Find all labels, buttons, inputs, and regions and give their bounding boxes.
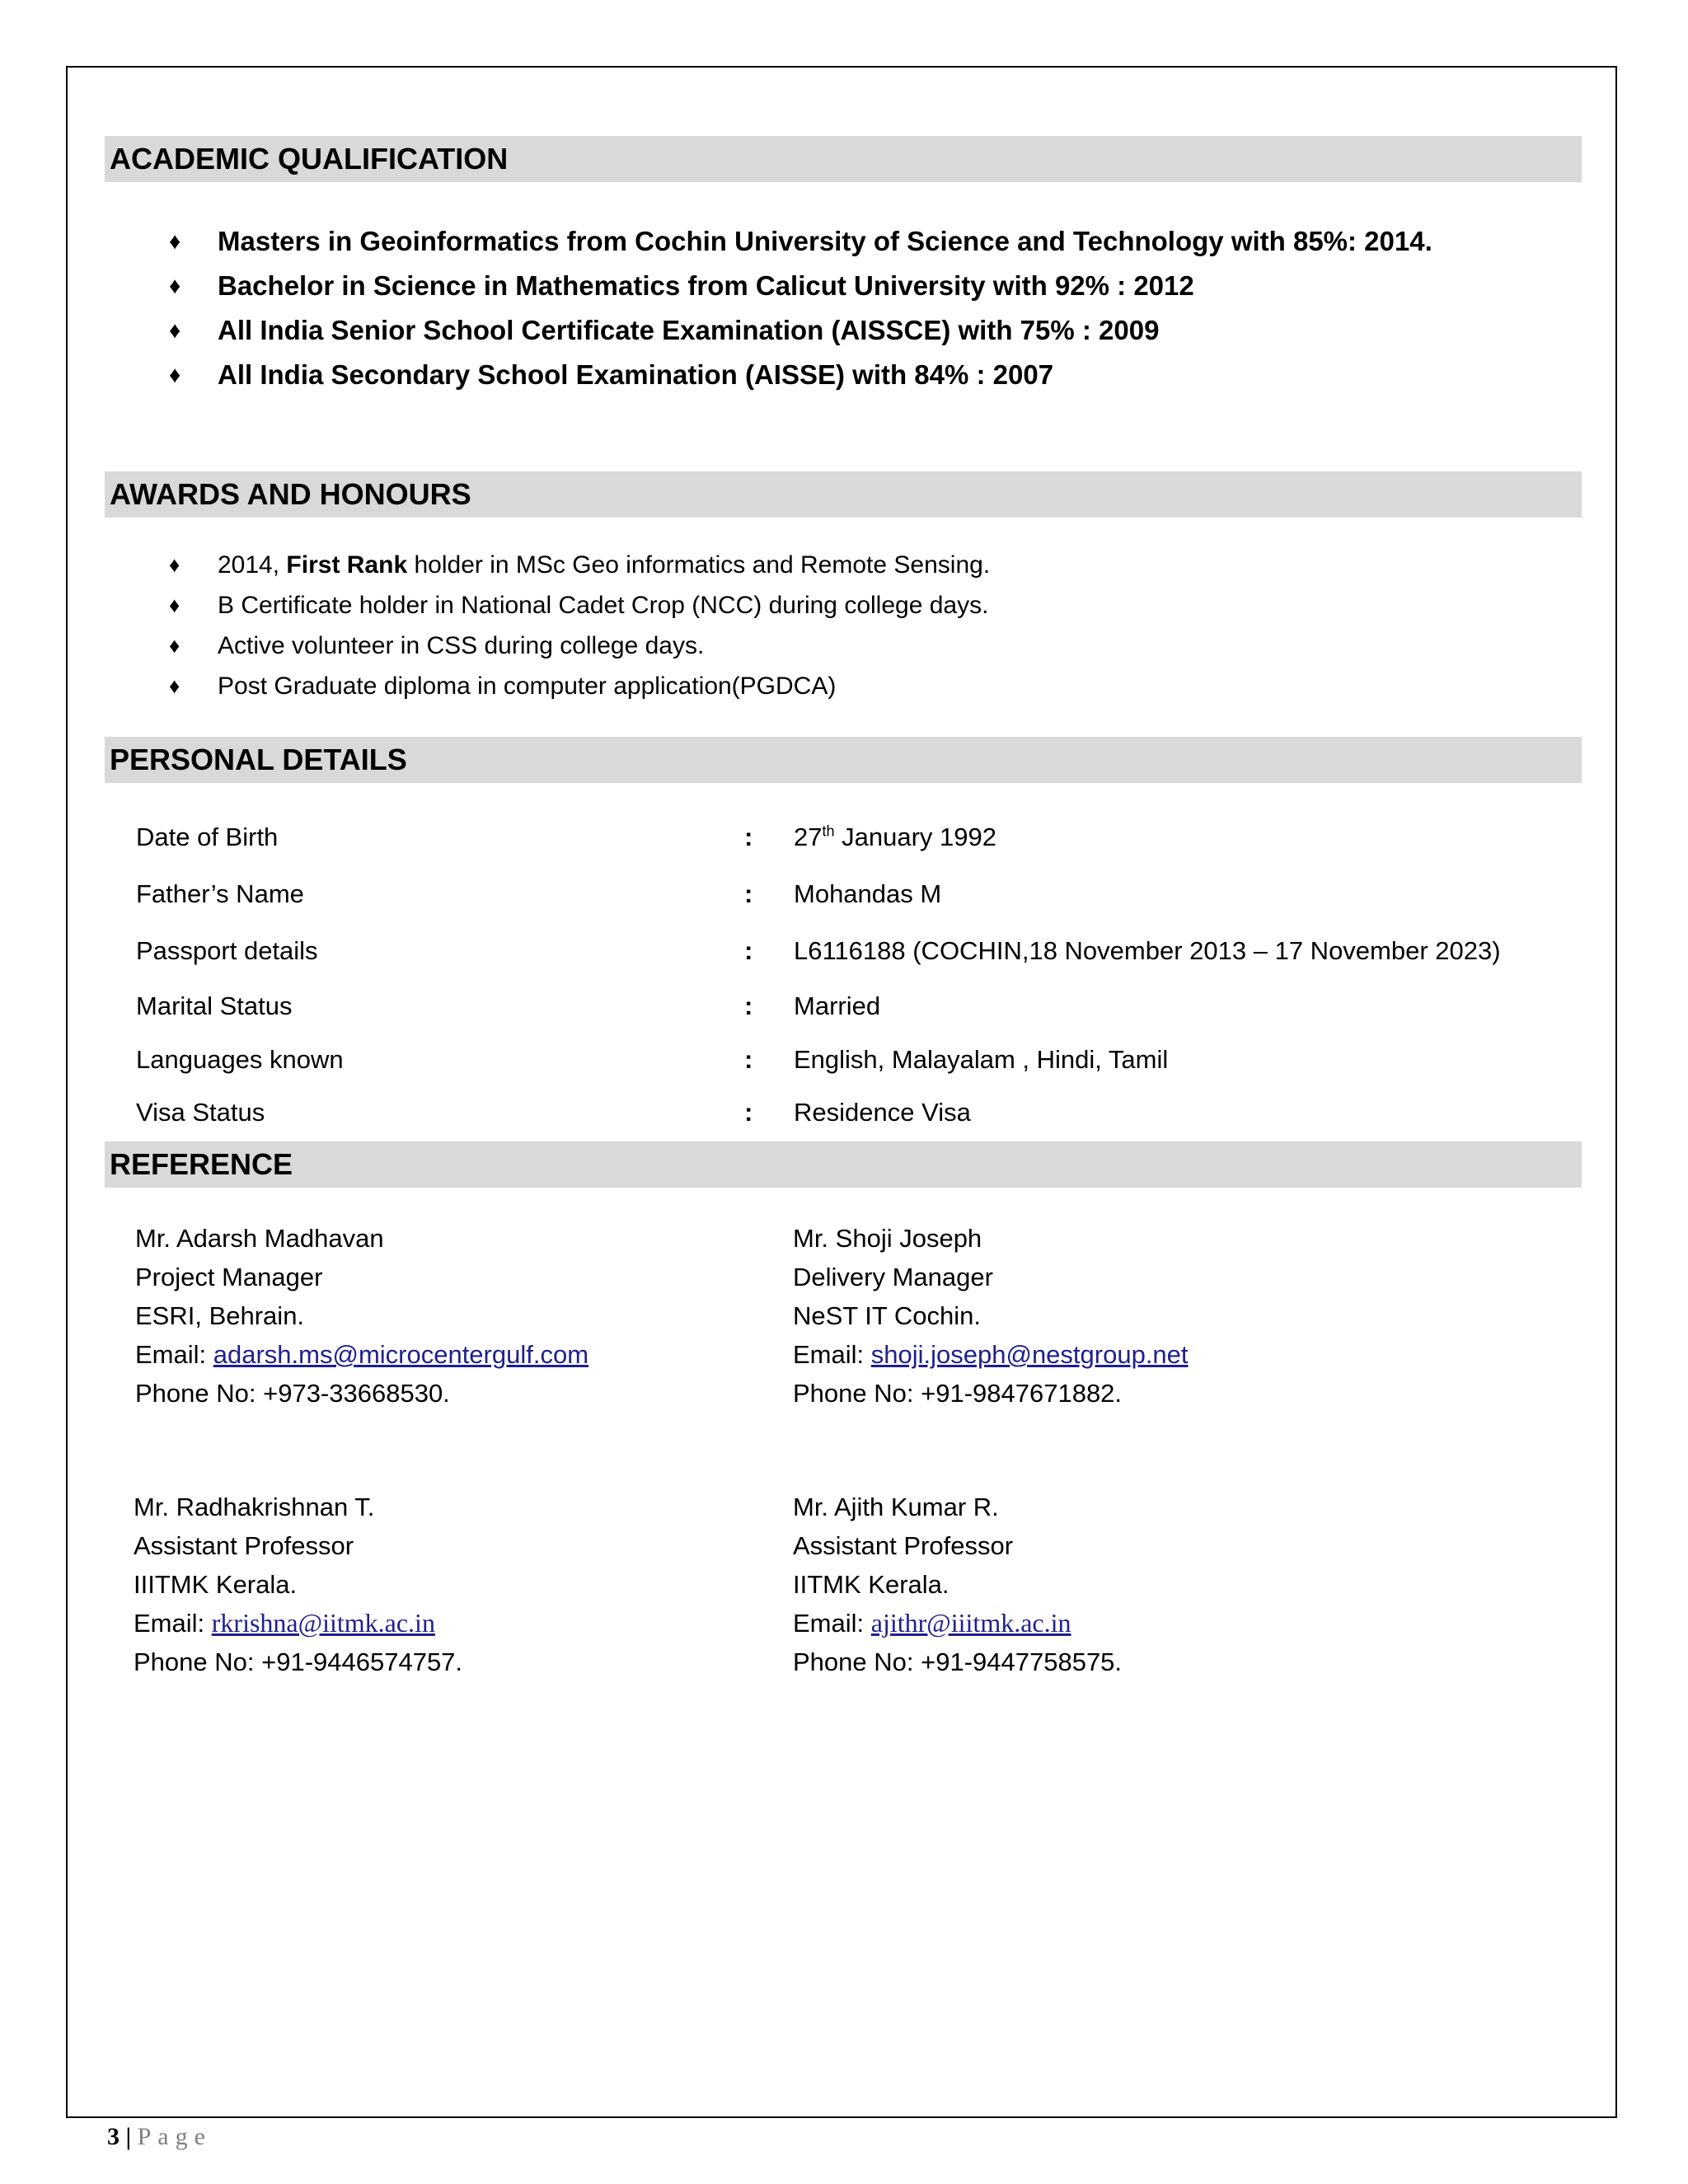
reference-name: Mr. Shoji Joseph [793, 1224, 982, 1253]
reference-card [793, 1488, 1122, 1681]
reference-name: Mr. Adarsh Madhavan [135, 1224, 384, 1253]
detail-row-dob [136, 817, 1578, 858]
reference-email-line: Email: adarsh.ms@microcentergulf.com [135, 1340, 589, 1369]
detail-row-father [136, 874, 1578, 915]
reference-email-line: Email: rkrishna@iitmk.ac.in [134, 1608, 435, 1638]
page-footer [107, 2123, 212, 2151]
reference-role: Delivery Manager [793, 1263, 993, 1291]
awards-item: ♦ B Certificate holder in National Cadet Crop (NCC) during college days. [169, 585, 990, 626]
reference-role: Assistant Professor [134, 1531, 354, 1560]
reference-section-header: REFERENCE [105, 1141, 1582, 1188]
reference-card [134, 1488, 462, 1681]
reference-card [793, 1219, 1189, 1413]
diamond-bullet-icon: ♦ [169, 593, 181, 617]
detail-label: Date of Birth [136, 823, 279, 851]
academic-item: ♦ All India Senior School Certificate Examination (AISSCE) with 75% : 2009 [169, 308, 1432, 353]
reference-email-link[interactable]: rkrishna@iitmk.ac.in [211, 1608, 435, 1638]
academic-item: ♦ Bachelor in Science in Mathematics from Calicut University with 92% : 2012 [169, 264, 1432, 308]
reference-phone: Phone No: +973-33668530. [135, 1379, 450, 1408]
detail-label: Visa Status [136, 1098, 265, 1127]
reference-org: IITMK Kerala. [793, 1570, 950, 1599]
academic-list [169, 219, 1432, 397]
detail-value: English, Malayalam , Hindi, Tamil [794, 1045, 1169, 1074]
diamond-bullet-icon: ♦ [169, 362, 181, 387]
personal-section-header: PERSONAL DETAILS [105, 737, 1582, 783]
reference-phone: Phone No: +91-9847671882. [793, 1379, 1123, 1408]
detail-label: Marital Status [136, 991, 293, 1020]
detail-value: Mohandas M [794, 879, 942, 908]
reference-name: Mr. Radhakrishnan T. [134, 1493, 375, 1521]
awards-item: ♦ Post Graduate diploma in computer application(PGDCA) [169, 666, 990, 706]
diamond-bullet-icon: ♦ [169, 228, 181, 254]
reference-email-link[interactable]: shoji.joseph@nestgroup.net [870, 1340, 1189, 1369]
reference-org: NeST IT Cochin. [793, 1301, 982, 1330]
academic-item: ♦ All India Secondary School Examination (AISSE) with 84% : 2007 [169, 353, 1432, 397]
detail-value: Married [794, 991, 881, 1020]
detail-value: Residence Visa [794, 1098, 971, 1127]
academic-section-header: ACADEMIC QUALIFICATION [105, 136, 1582, 182]
reference-email-link[interactable]: adarsh.ms@microcentergulf.com [213, 1340, 589, 1369]
detail-label: Passport details [136, 936, 318, 965]
diamond-bullet-icon: ♦ [169, 673, 181, 698]
page-separator: | [120, 2123, 138, 2150]
detail-value: 27th January 1992 [794, 823, 996, 851]
reference-email-line: Email: shoji.joseph@nestgroup.net [793, 1340, 1189, 1369]
awards-list [169, 545, 990, 706]
reference-phone: Phone No: +91-9446574757. [134, 1647, 463, 1676]
reference-email-link[interactable]: ajithr@iiitmk.ac.in [870, 1608, 1071, 1638]
reference-email-line: Email: ajithr@iiitmk.ac.in [793, 1608, 1071, 1638]
reference-role: Assistant Professor [793, 1531, 1014, 1560]
detail-colon: : [744, 1045, 753, 1074]
page-word: Page [137, 2123, 212, 2150]
detail-colon: : [744, 879, 753, 908]
reference-name: Mr. Ajith Kumar R. [793, 1493, 999, 1521]
detail-colon: : [744, 936, 753, 965]
reference-role: Project Manager [135, 1263, 323, 1291]
reference-phone: Phone No: +91-9447758575. [793, 1647, 1123, 1676]
diamond-bullet-icon: ♦ [169, 633, 181, 658]
awards-section-header: AWARDS AND HONOURS [105, 471, 1582, 518]
reference-org: IIITMK Kerala. [134, 1570, 298, 1599]
detail-colon: : [744, 1098, 753, 1127]
diamond-bullet-icon: ♦ [169, 317, 181, 343]
awards-item: ♦ 2014, First Rank holder in MSc Geo informatics and Remote Sensing. [169, 545, 990, 585]
reference-org: ESRI, Behrain. [135, 1301, 305, 1330]
page-number: 3 [107, 2123, 120, 2150]
detail-colon: : [744, 991, 753, 1020]
detail-row-visa [136, 1092, 1578, 1133]
diamond-bullet-icon: ♦ [169, 552, 181, 577]
detail-label: Languages known [136, 1045, 344, 1074]
diamond-bullet-icon: ♦ [169, 273, 181, 298]
reference-card [135, 1219, 588, 1413]
awards-item: ♦ Active volunteer in CSS during college days. [169, 626, 990, 666]
detail-row-languages [136, 1039, 1578, 1080]
detail-colon: : [744, 823, 753, 851]
academic-item: ♦ Masters in Geoinformatics from Cochin University of Science and Technology with 85%: 2014. [169, 219, 1432, 264]
detail-value: L6116188 (COCHIN,18 November 2013 – 17 November 2023) [794, 936, 1501, 965]
detail-label: Father’s Name [136, 879, 304, 908]
detail-row-marital [136, 986, 1578, 1027]
detail-row-passport [136, 930, 1578, 972]
